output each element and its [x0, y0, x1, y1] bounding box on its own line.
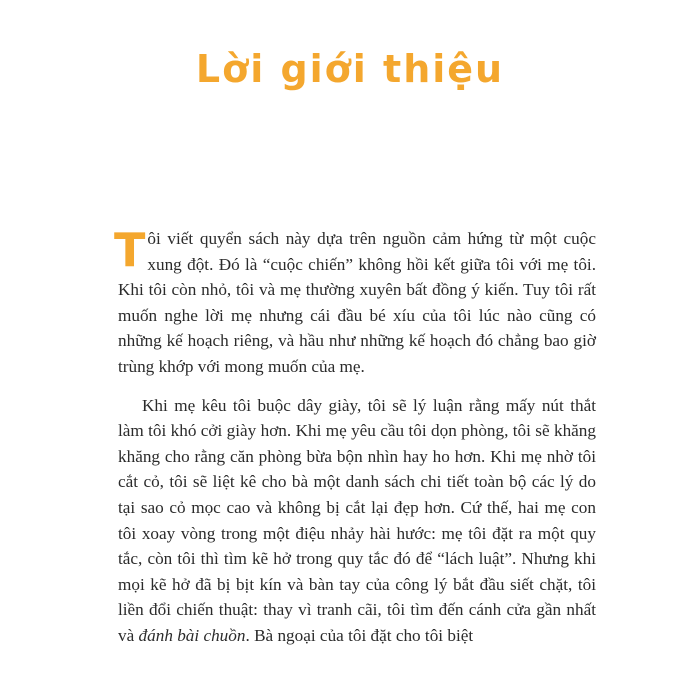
paragraph-1 [114, 223, 596, 380]
paragraph-1-text: ôi viết quyển sách này dựa trên nguồn cảm hứng từ một cuộc xung đột. Đó là “cuộc chiến” không hồi kết giữa tôi với mẹ tôi. Khi tôi còn nhỏ, tôi và mẹ thường xuyên bất đồng ý kiến. Tuy tôi rất muốn nghe lời mẹ nhưng cái đầu bé xíu của tôi lúc nào cũng có những kế hoạch riêng, và hầu như những kế hoạch đó chẳng bao giờ trùng khớp với mong muốn của mẹ. [118, 229, 596, 376]
body-text [114, 223, 596, 649]
page-title: Lời giới thiệu [195, 47, 505, 92]
paragraph-2-italic: đánh bài chuồn [138, 625, 246, 645]
paragraph-2-text: Khi mẹ kêu tôi buộc dây giày, tôi sẽ lý luận rằng mấy nút thắt làm tôi khó cởi giày hơn. Khi mẹ yêu cầu tôi dọn phòng, tôi sẽ khăng khăng cho rằng căn phòng bừa bộn nhìn hay ho hơn. Khi mẹ nhờ tôi cắt cỏ, tôi sẽ liệt kê cho bà một danh sách chi tiết toàn bộ các lý do tại sao cỏ mọc cao và không bị cắt lại đẹp hơn. Cứ thế, hai mẹ con tôi xoay vòng trong một điệu nhảy hài hước: mẹ tôi đặt ra một quy tắc, còn tôi thì tìm kẽ hở trong quy tắc đó để “lách luật”. Nhưng khi mọi kẽ hở đã bị bịt kín và bàn tay của công lý bắt đầu siết chặt, tôi liền đổi chiến thuật: thay vì tranh cãi, tôi tìm đến cánh cửa gần nhất và [118, 395, 596, 645]
drop-cap: T [114, 223, 146, 277]
paragraph-2 [118, 393, 596, 649]
paragraph-2-text-end: . Bà ngoại của tôi đặt cho tôi biệt [245, 625, 474, 645]
